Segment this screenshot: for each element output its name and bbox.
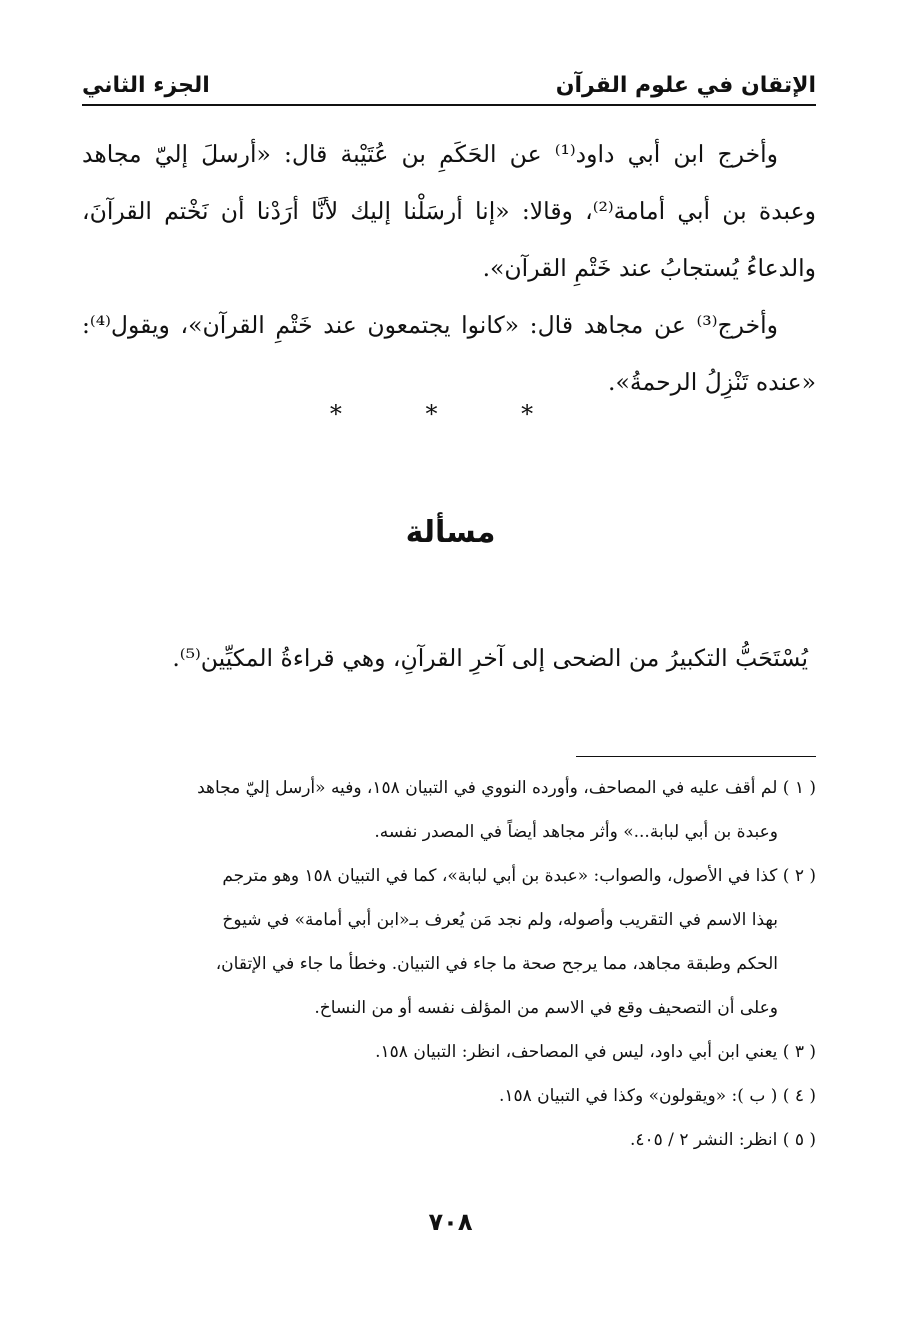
footnotes	[82, 766, 816, 1162]
footnote-1: ( ١ ) لم أقف عليه في المصاحف، وأورده النووي في التبيان ١٥٨، وفيه «أرسل إليّ مجاهد	[197, 778, 816, 798]
footnote-2-cont-2: الحكم وطبقة مجاهد، مما يرجح صحة ما جاء في التبيان. وخطأ ما جاء في الإتقان،	[215, 954, 778, 974]
footnote-2-cont-3: وعلى أن التصحيف وقع في الاسم من المؤلف نفسه أو من النساخ.	[314, 998, 778, 1018]
footnote-rule	[576, 756, 816, 757]
book-title: الإتقان في علوم القرآن	[555, 73, 816, 98]
paragraph-2: وأخرج⁽³⁾ عن مجاهد قال: «كانوا يجتمعون عند خَتْمِ القرآن»، ويقول⁽⁴⁾: «عنده تَنْزِلُ الرحمةُ».	[82, 311, 816, 396]
footnote-1-cont: وعبدة بن أبي لبابة...» وأثر مجاهد أيضاً في المصدر نفسه.	[374, 822, 778, 842]
footnote-3: ( ٣ ) يعني ابن أبي داود، ليس في المصاحف، انظر: التبيان ١٥٨.	[375, 1042, 816, 1062]
main-text	[82, 126, 816, 411]
section-title: مسألة	[405, 515, 496, 550]
footnote-2-cont-1: بهذا الاسم في التقريب وأصوله، ولم نجد مَن يُعرف بـ«ابن أبي أمامة» في شيوخ	[222, 910, 778, 930]
footnote-4: ( ٤ ) ( ب ): «ويقولون» وكذا في التبيان ١٥٨.	[498, 1086, 816, 1106]
section-body: يُسْتَحَبُّ التكبيرُ من الضحى إلى آخرِ القرآنِ، وهي قراءةُ المكيِّين⁽⁵⁾.	[172, 644, 808, 672]
footnote-2: ( ٢ ) كذا في الأصول، والصواب: «عبدة بن أبي لبابة»، كما في التبيان ١٥٨ وهو مترجم	[222, 866, 816, 886]
paragraph-1: وأخرج ابن أبي داود⁽¹⁾ عن الحَكَمِ بن عُتَيْبة قال: «أرسلَ إليّ مجاهد وعبدة بن أبي أمامة⁽²⁾، وقالا: «إنا أرسَلْنا إليك لأنَّا أرَدْنا أن نَخْتم القرآنَ، والدعاءُ يُستجابُ عند خَتْمِ القرآن».	[82, 140, 816, 282]
section-separator: * * *	[329, 400, 572, 428]
volume-label: الجزء الثاني	[82, 73, 210, 98]
footnote-5: ( ٥ ) انظر: النشر ٢ / ٤٠٥.	[629, 1130, 816, 1150]
running-header	[82, 50, 816, 106]
page-number: ٧٠٨	[428, 1208, 473, 1236]
